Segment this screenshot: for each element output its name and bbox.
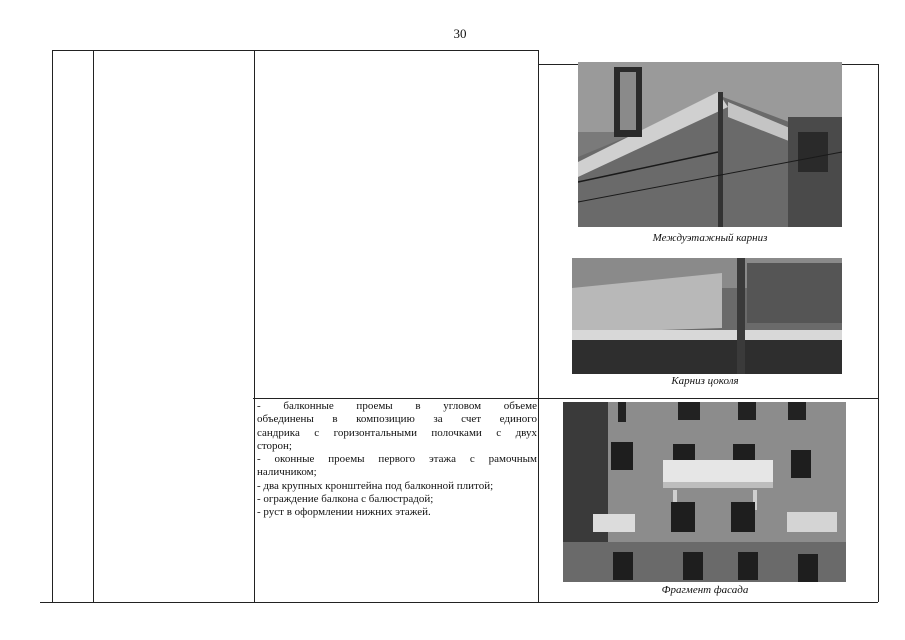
table-bottom-border: [40, 602, 878, 603]
col-divider-2: [93, 50, 94, 602]
table-top-border: [52, 50, 539, 51]
caption-cornice-interfloor: Междуэтажный карниз: [652, 232, 768, 244]
col-divider-3: [254, 50, 255, 602]
caption-cornice-plinth: Карниз цоколя: [671, 375, 739, 387]
col-divider-1: [52, 50, 53, 602]
caption-facade-fragment: Фрагмент фасада: [661, 584, 749, 596]
desc-line: объединены в композицию за счет единого: [257, 413, 537, 426]
architecture-description: [257, 400, 537, 520]
desc-line: - ограждение балкона с балюстрадой;: [257, 493, 434, 506]
photo-facade-fragment: [563, 402, 846, 582]
page-number: 30: [453, 26, 467, 41]
desc-line: сторон;: [257, 439, 292, 452]
desc-line: сандрика с горизонтальными полочками с двух: [257, 426, 537, 439]
desc-line: - балконные проемы в угловом объеме: [257, 400, 537, 412]
photo-cornice-interfloor: [578, 62, 842, 227]
desc-line: - руст в оформлении нижних этажей.: [257, 506, 431, 519]
col-divider-4: [538, 50, 539, 602]
table-right-border: [878, 64, 879, 602]
desc-line: - два крупных кронштейна под балконной плитой;: [257, 479, 494, 492]
desc-line: наличником;: [257, 466, 317, 479]
row-divider: [253, 398, 878, 399]
photo-cornice-plinth: [572, 258, 842, 374]
desc-line: - оконные проемы первого этажа с рамочным: [257, 453, 537, 466]
